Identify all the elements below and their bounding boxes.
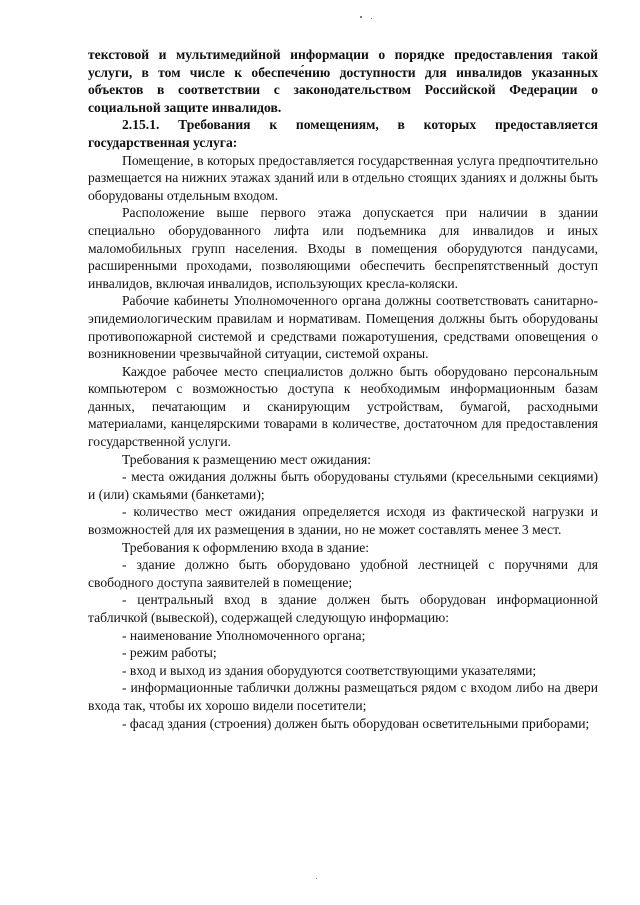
intro-paragraph: текстовой и мультимедийной информации о порядке предоставления такой услуги, в том числе к обеспече́нию доступности для инвалидов указанных объектов в соответствии с законодательством Российской Федерации о социальной защите инвалидов. [88, 47, 598, 115]
list-item-entrance-exit-signs: - вход и выход из здания оборудуются соответствующими указателями; [122, 662, 537, 678]
paragraph-premises-location: Помещение, в которых предоставляется государственная услуга предпочтительно размещается на нижних этажах зданий или в отдельно стоящих зданиях и должны быть оборудованы отдельным входом. [88, 152, 598, 203]
scan-speck [360, 16, 362, 18]
waiting-requirements-heading: Требования к размещению мест ожидания: [122, 451, 372, 467]
paragraph-offices: Рабочие кабинеты Уполномоченного органа должны соответствовать санитарно-эпидемиологическим правилам и нормативам. Помещения должны быть оборудованы противопожарной системой и средствами пожаротушения, средствами оповещения о возникновении чрезвычайной ситуации, системой охраны. [88, 293, 598, 362]
list-item-waiting-seats: - места ожидания должны быть оборудованы стульями (кресельными секциями) и (или) скамьями (банкетами); [88, 469, 598, 502]
list-item-information-plates: - информационные таблички должны размещаться рядом с входом либо на двери входа так, чтобы их хорошо видели посетители; [88, 680, 598, 713]
list-item-work-schedule: - режим работы; [122, 645, 217, 661]
list-item-staircase: - здание должно быть оборудовано удобной лестницей с поручнями для свободного доступа заявителей в помещение; [88, 557, 598, 590]
scan-speck [316, 878, 317, 879]
entrance-requirements-heading: Требования к оформлению входа в здание: [122, 539, 370, 555]
list-item-facade-lighting: - фасад здания (строения) должен быть оборудован осветительными приборами; [122, 715, 590, 731]
section-heading: 2.15.1. Требования к помещениям, в которых предоставляется государственная услуга: [88, 117, 598, 150]
list-item-authority-name: - наименование Уполномоченного органа; [122, 627, 366, 643]
list-item-waiting-count: - количество мест ожидания определяется исходя из фактической нагрузки и возможностей для их размещения в здании, но не может составлять менее 3 мест. [88, 504, 598, 538]
list-item-central-entrance: - центральный вход в здание должен быть оборудован информационной табличкой (вывеской), содержащей следующую информацию: [88, 592, 598, 625]
paragraph-accessibility: Расположение выше первого этажа допускается при наличии в здании специально оборудованного лифта или подъемника для инвалидов и иных маломобильных групп населения. Входы в помещения оборудуются пандусами, расширенными проходами, позволяющими обеспечить беспрепятственный доступ инвалидов, включая инвалидов, использующих кресла-коляски. [88, 205, 598, 291]
scan-speck [371, 18, 372, 19]
document-body [88, 46, 598, 732]
paragraph-workplace: Каждое рабочее место специалистов должно быть оборудовано персональным компьютером с возможностью доступа к необходимым информационным базам данных, печатающим и сканирующим устройствам, бумагой, расходными материалами, канцелярскими товарами в количестве, достаточном для предоставления государственной услуги. [88, 363, 598, 450]
